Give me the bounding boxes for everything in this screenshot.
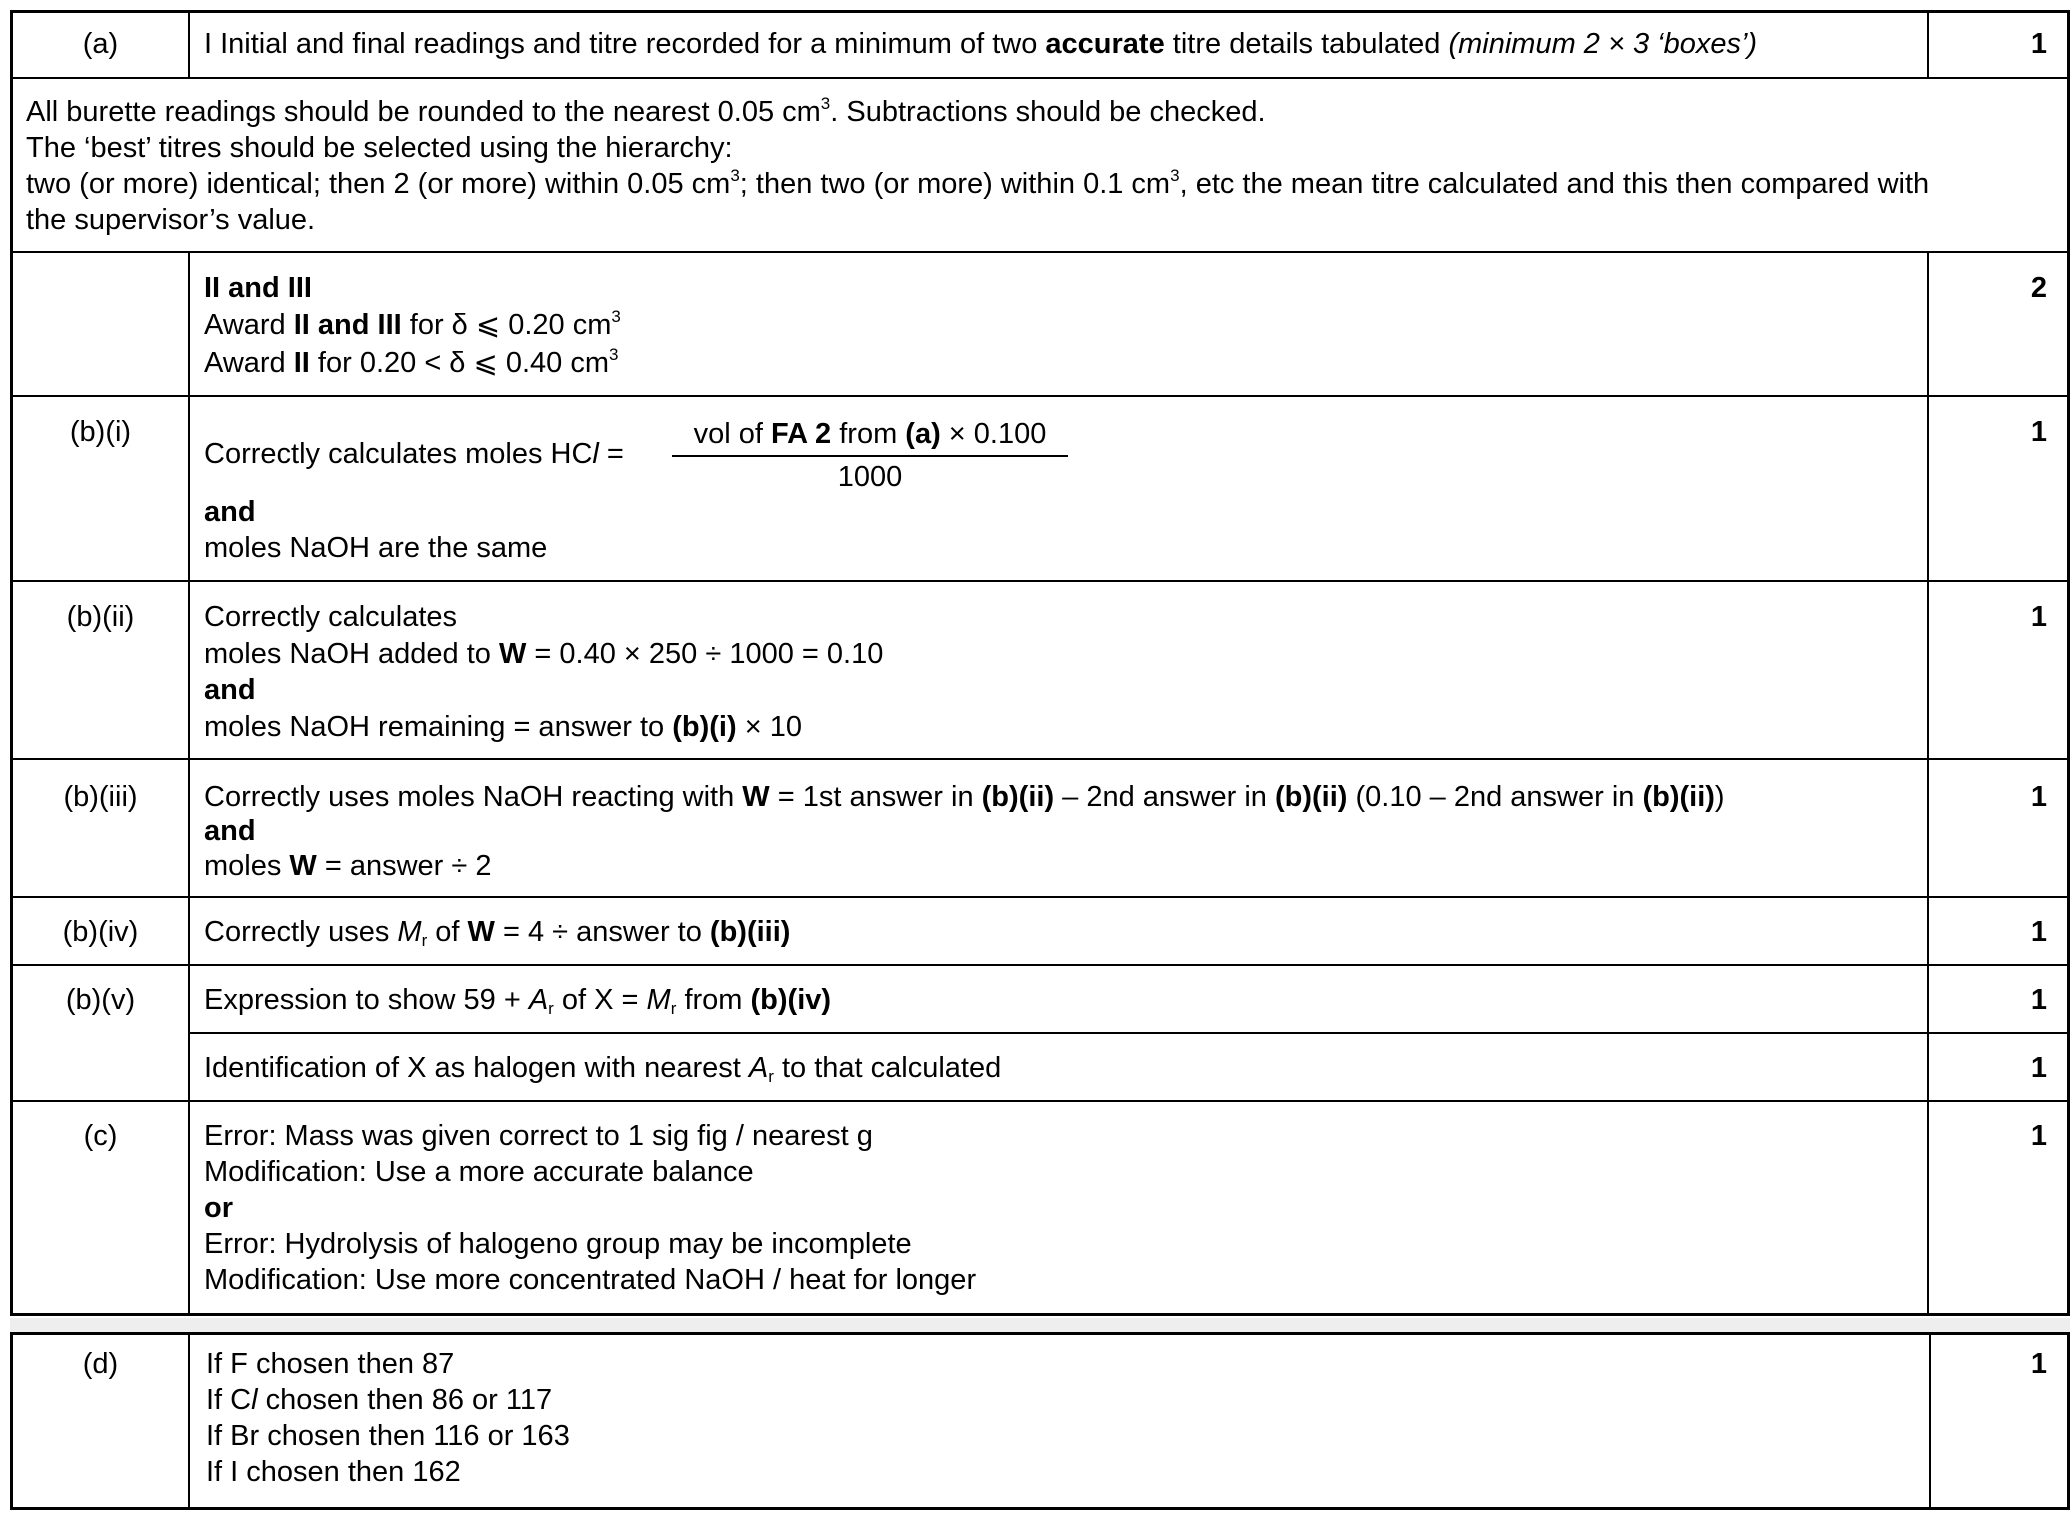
b-iii-line1-d: (0.10 – 2nd answer in [1347, 781, 1643, 813]
marks-b-v-identification: 1 [2030, 1052, 2047, 1084]
marks-c: 1 [2030, 1120, 2047, 1152]
d-ell: l [251, 1384, 258, 1416]
question-number-a: (a) [82, 28, 119, 60]
num-d: (a) [905, 418, 941, 450]
b-v-e2: of X = [553, 984, 647, 1016]
award-word: Award [204, 347, 294, 379]
row-divider [10, 1100, 2070, 1102]
b-ii-ref: (b)(i) [672, 711, 737, 743]
row-divider [10, 580, 2070, 582]
row-divider [10, 395, 2070, 397]
question-number-b-ii: (b)(ii) [66, 601, 135, 633]
table-border-bottom [10, 1313, 2070, 1316]
symbol-m: M [646, 984, 671, 1016]
superscript-3: 3 [609, 345, 619, 364]
b-i-numerator [672, 416, 1068, 452]
b-iii-line1-b: = 1st answer in [769, 781, 982, 813]
award-2-bold: II [293, 347, 310, 379]
b-v-e1: Expression to show 59 + [204, 984, 529, 1016]
symbol-m: M [397, 916, 422, 948]
num-b: FA 2 [771, 418, 832, 450]
b-iii-ref: (b)(ii) [1642, 781, 1715, 813]
d-line-2 [206, 1382, 552, 1418]
b-iv-t2: of [427, 916, 468, 948]
b-ii-line4 [204, 709, 802, 745]
b-i-and: and [204, 496, 256, 528]
b-iv-t1: Correctly uses [204, 916, 398, 948]
b-iii-line1 [204, 779, 1725, 815]
fraction-bar [672, 455, 1068, 457]
table2-border-right [2067, 1332, 2070, 1510]
row-divider [10, 77, 2070, 79]
question-number-b-iii: (b)(iii) [63, 781, 138, 813]
accuracy-award-1 [204, 307, 621, 343]
b-iii-and: and [204, 815, 256, 847]
b-i-ell: l [592, 438, 599, 470]
b-iv-t3: = 4 ÷ answer to [494, 916, 710, 948]
marks-b-ii: 1 [2030, 601, 2047, 633]
marks-d: 1 [2030, 1348, 2047, 1380]
superscript-3: 3 [1170, 166, 1180, 185]
col-divider [188, 1332, 190, 1510]
subscript-r: r [548, 999, 554, 1018]
row-divider [10, 251, 2070, 253]
row-a-text-mid: titre details tabulated [1164, 28, 1449, 60]
guidance-line-4: the supervisor’s value. [26, 204, 316, 236]
table2-border-top [10, 1332, 2070, 1335]
b-iv-text [204, 914, 790, 950]
table2-border-bottom [10, 1507, 2070, 1510]
b-v-ref: (b)(iv) [750, 984, 832, 1016]
guidance-line-1 [26, 94, 1266, 130]
row-divider [10, 896, 2070, 898]
c-line-4: Error: Hydrolysis of halogeno group may be incomplete [204, 1228, 912, 1260]
c-line-or: or [204, 1192, 233, 1224]
question-number-d: (d) [82, 1348, 119, 1380]
c-line-2: Modification: Use a more accurate balance [204, 1156, 754, 1188]
d-line-2-a: If C [206, 1384, 252, 1416]
superscript-3: 3 [730, 166, 740, 185]
b-iii-line3-b: = answer ÷ 2 [316, 850, 492, 882]
compound-w: W [289, 850, 317, 882]
accuracy-award-2 [204, 345, 619, 381]
d-line-4: If I chosen then 162 [206, 1456, 461, 1488]
table-border-right [2067, 10, 2070, 1316]
guidance-line-3 [26, 166, 1929, 202]
guidance-line-1-b: . Subtractions should be checked. [830, 96, 1266, 128]
b-iii-line3-a: moles [204, 850, 290, 882]
page-break-gap [10, 1318, 2070, 1332]
b-v-identification [204, 1050, 1001, 1086]
marks-b-i: 1 [2030, 416, 2047, 448]
row-divider [10, 758, 2070, 760]
num-c: from [831, 418, 906, 450]
question-number-c: (c) [83, 1120, 118, 1152]
b-iii-ref: (b)(ii) [1274, 781, 1348, 813]
accuracy-heading: II and III [204, 272, 312, 304]
b-i-lead-text: Correctly calculates moles HC [204, 438, 593, 470]
c-line-1: Error: Mass was given correct to 1 sig fig / nearest g [204, 1120, 873, 1152]
guidance-line-3-b: ; then two (or more) within 0.1 cm [739, 168, 1171, 200]
row-divider [190, 1032, 2070, 1034]
compound-w: W [742, 781, 770, 813]
row-a-text-pre: I Initial and final readings and titre recorded for a minimum of two [204, 28, 1046, 60]
subscript-r: r [670, 999, 677, 1018]
award-word: Award [204, 309, 294, 341]
b-i-line3: moles NaOH are the same [204, 532, 548, 564]
b-i-denominator: 1000 [837, 461, 903, 493]
row-divider [10, 964, 2070, 966]
d-line-1: If F chosen then 87 [206, 1348, 455, 1380]
b-ii-line2-b: = 0.40 × 250 ÷ 1000 = 0.10 [526, 638, 884, 670]
b-ii-and: and [204, 674, 256, 706]
num-e: × 0.100 [940, 418, 1047, 450]
row-a-text [204, 26, 1757, 62]
d-line-3: If Br chosen then 116 or 163 [206, 1420, 570, 1452]
b-v-i2: to that calculated [773, 1052, 1002, 1084]
b-iii-line3 [204, 848, 492, 884]
question-number-b-iv: (b)(iv) [62, 916, 139, 948]
question-number-b-v: (b)(v) [65, 984, 136, 1016]
superscript-3: 3 [611, 307, 621, 326]
symbol-a: A [748, 1052, 769, 1084]
b-ii-line2-a: moles NaOH added to [204, 638, 499, 670]
col-divider [188, 251, 190, 1316]
b-i-lead [204, 436, 624, 472]
b-v-expression [204, 982, 831, 1018]
marks-b-iii: 1 [2030, 781, 2047, 813]
b-ii-line1: Correctly calculates [204, 601, 458, 633]
marks-accuracy: 2 [2030, 272, 2047, 304]
num-a: vol of [693, 418, 771, 450]
b-v-i1: Identification of X as halogen with nearest [204, 1052, 749, 1084]
question-number-b-i: (b)(i) [69, 416, 132, 448]
symbol-a: A [528, 984, 549, 1016]
d-line-2-b: chosen then 86 or 117 [257, 1384, 553, 1416]
subscript-r: r [421, 931, 428, 950]
b-iv-ref: (b)(iii) [709, 916, 791, 948]
marks-b-iv: 1 [2030, 916, 2047, 948]
guidance-line-3-c: , etc the mean titre calculated and this then compared with [1179, 168, 1930, 200]
b-iii-line1-a: Correctly uses moles NaOH reacting with [204, 781, 743, 813]
compound-w: W [498, 638, 527, 670]
award-1-rest: for δ ⩽ 0.20 cm [401, 309, 612, 341]
marks-a: 1 [2030, 28, 2047, 60]
c-line-5: Modification: Use more concentrated NaOH / heat for longer [204, 1264, 977, 1296]
compound-w: W [467, 916, 495, 948]
award-1-bold: II and III [293, 309, 402, 341]
guidance-line-2: The ‘best’ titres should be selected using the hierarchy: [26, 132, 733, 164]
guidance-line-1-a: All burette readings should be rounded to the nearest 0.05 cm [26, 96, 821, 128]
b-ii-line4-b: × 10 [736, 711, 802, 743]
b-iii-line1-e: ) [1714, 781, 1725, 813]
table-border-top [10, 10, 2070, 13]
b-i-equals: = [598, 438, 624, 470]
award-2-rest: for 0.20 < δ ⩽ 0.40 cm [309, 347, 610, 379]
col-divider [188, 10, 190, 77]
subscript-r: r [768, 1067, 774, 1086]
guidance-line-3-a: two (or more) identical; then 2 (or more) within 0.05 cm [26, 168, 731, 200]
row-a-text-italic: (minimum 2 × 3 ‘boxes’) [1448, 28, 1758, 60]
b-iii-line1-c: – 2nd answer in [1054, 781, 1275, 813]
b-ii-line2 [204, 636, 883, 672]
row-a-text-bold: accurate [1045, 28, 1165, 60]
b-v-e3: from [676, 984, 751, 1016]
superscript-3: 3 [820, 94, 831, 113]
b-ii-line4-a: moles NaOH remaining = answer to [204, 711, 673, 743]
b-iii-ref: (b)(ii) [981, 781, 1055, 813]
marks-b-v-expression: 1 [2030, 984, 2047, 1016]
